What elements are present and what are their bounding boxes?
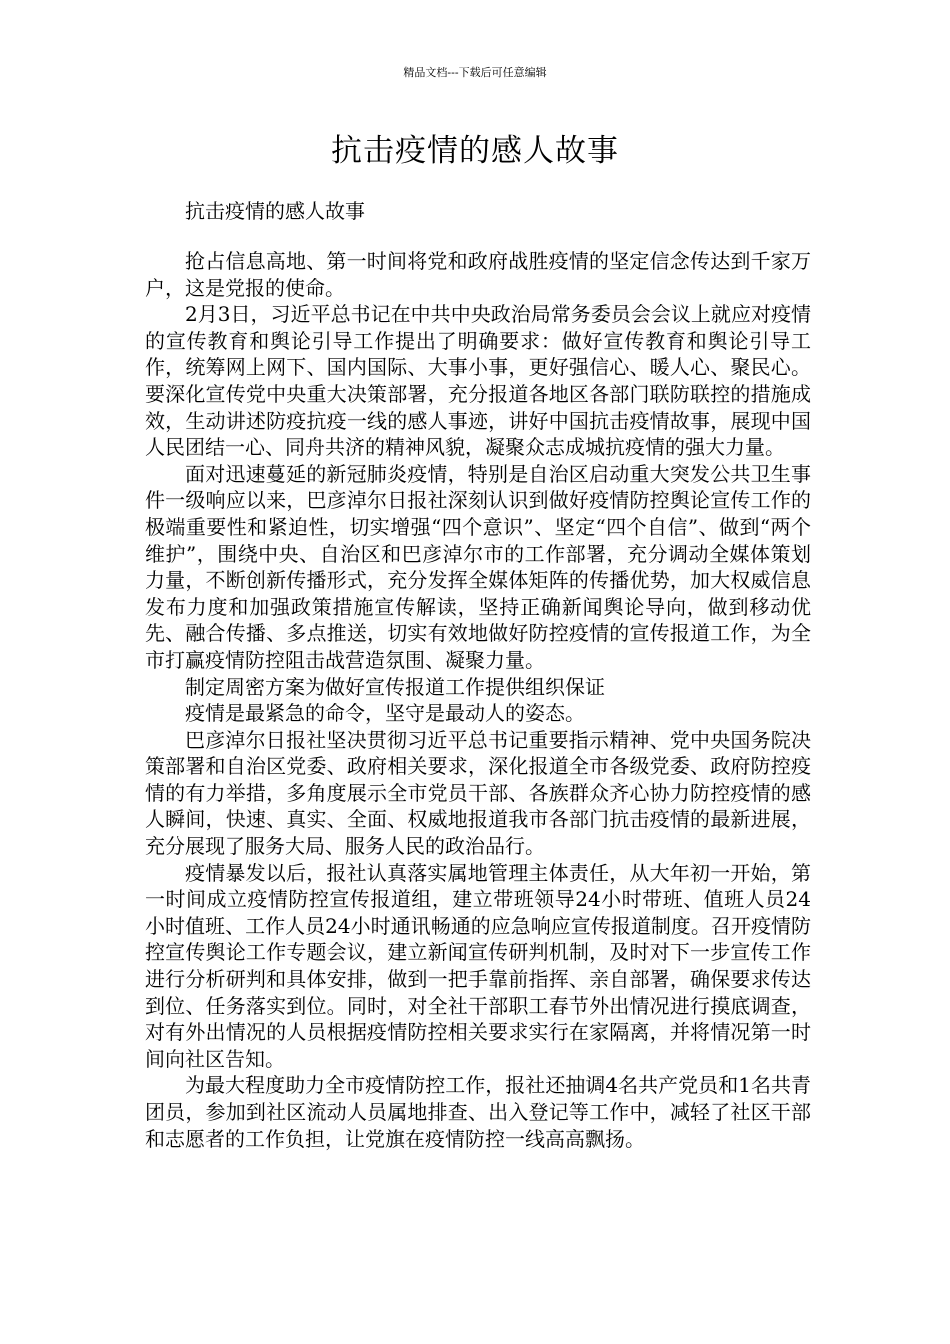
page-header: 精品文档---下载后可任意编辑 (403, 66, 547, 79)
document-body (145, 248, 811, 1152)
paragraph-5: 疫情是最紧急的命令，坚守是最动人的姿态。 (185, 701, 585, 726)
paragraph-1: 抢占信息高地、第一时间将党和政府战胜疫情的坚定信念传达到千家万户，这是党报的使命。 (145, 249, 811, 300)
paragraph-7: 疫情暴发以后，报社认真落实属地管理主体责任，从大年初一开始，第一时间成立疫情防控宣传报道组，建立带班领导24小时带班、值班人员24小时值班、工作人员24小时通讯畅通的应急响应宣传报道制度。召开疫情防控宣传舆论工作专题会议，建立新闻宣传研判机制，及时对下一步宣传工作进行分析研判和具体安排，做到一把手靠前指挥、亲自部署，确保要求传达到位、任务落实到位。同时，对全社干部职工春节外出情况进行摸底调查，对有外出情况的人员根据疫情防控相关要求实行在家隔离，并将情况第一时间向社区告知。 (145, 860, 811, 1071)
paragraph-8: 为最大程度助力全市疫情防控工作，报社还抽调4名共产党员和1名共青团员，参加到社区流动人员属地排查、出入登记等工作中，减轻了社区干部和志愿者的工作负担，让党旗在疫情防控一线高高飘扬。 (145, 1073, 811, 1151)
document-title: 抗击疫情的感人故事 (331, 133, 619, 169)
paragraph-6: 巴彦淖尔日报社坚决贯彻习近平总书记重要指示精神、党中央国务院决策部署和自治区党委、政府相关要求，深化报道全市各级党委、政府防控疫情的有力举措，多角度展示全市党员干部、各族群众齐心协力防控疫情的感人瞬间，快速、真实、全面、权威地报道我市各部门抗击疫情的最新进展，充分展现了服务大局、服务人民的政治品行。 (145, 727, 811, 859)
section-heading: 制定周密方案为做好宣传报道工作提供组织保证 (185, 674, 605, 699)
paragraph-2: 2月3日，习近平总书记在中共中央政治局常务委员会会议上就应对疫情的宣传教育和舆论引导工作提出了明确要求：做好宣传教育和舆论引导工作，统筹网上网下、国内国际、大事小事，更好强信心、暖人心、聚民心。要深化宣传党中央重大决策部署，充分报道各地区各部门联防联控的措施成效，生动讲述防疫抗疫一线的感人事迹，讲好中国抗击疫情故事，展现中国人民团结一心、同舟共济的精神风貌，凝聚众志成城抗疫情的强大力量。 (145, 302, 811, 460)
paragraph-3: 面对迅速蔓延的新冠肺炎疫情，特别是自治区启动重大突发公共卫生事件一级响应以来，巴彦淖尔日报社深刻认识到做好疫情防控舆论宣传工作的极端重要性和紧迫性，切实增强“四个意识”、坚定“四个自信”、做到“两个维护”，围绕中央、自治区和巴彦淖尔市的工作部署，充分调动全媒体策划力量，不断创新传播形式，充分发挥全媒体矩阵的传播优势，加大权威信息发布力度和加强政策措施宣传解读，坚持正确新闻舆论导向，做到移动优先、融合传播、多点推送，切实有效地做好防控疫情的宣传报道工作，为全市打赢疫情防控阻击战营造氛围、凝聚力量。 (145, 461, 811, 672)
document-subtitle: 抗击疫情的感人故事 (185, 199, 365, 223)
